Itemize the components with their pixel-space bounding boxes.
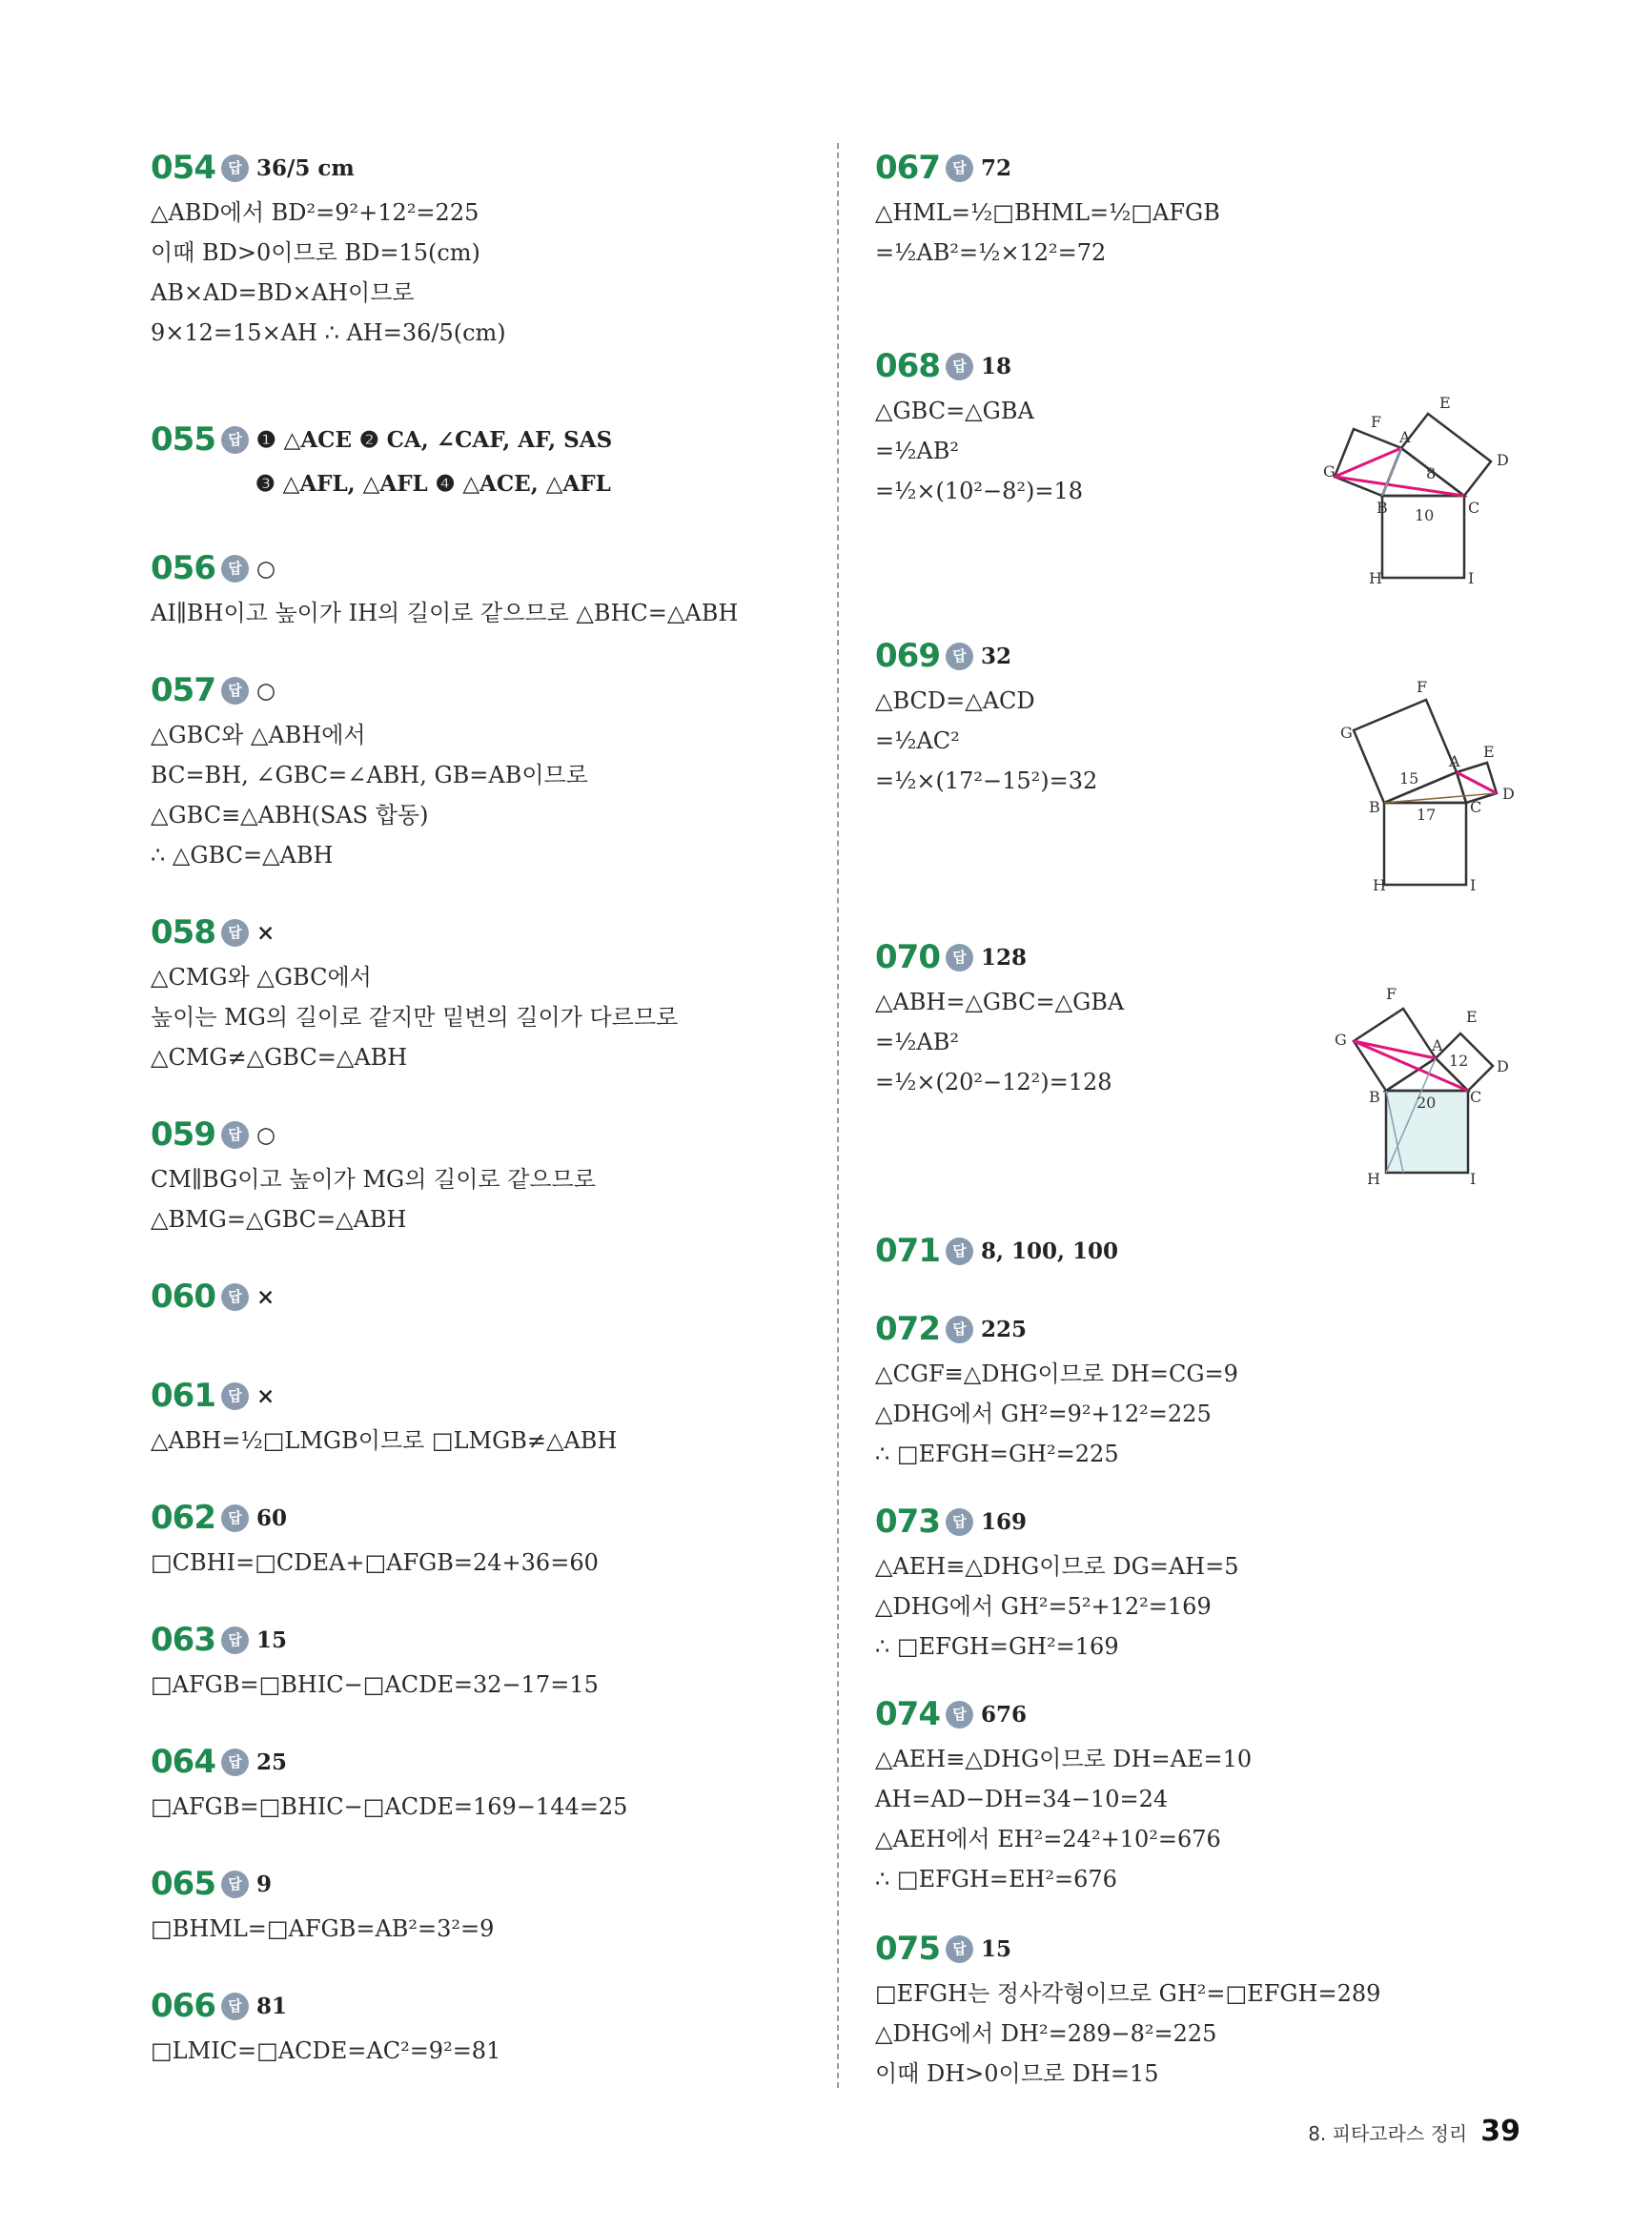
solution-line: □AFGB=□BHIC−□ACDE=32−17=15 [151, 1671, 599, 1698]
problem-059 [151, 1110, 596, 1239]
answer: 8, 100, 100 [981, 1238, 1119, 1264]
solution-line: □EFGH는 정사각형이므로 GH²=□EFGH=289 [875, 1980, 1381, 2007]
solution-line: 높이는 MG의 길이로 같지만 밑변의 길이가 다르므로 [151, 1004, 679, 1031]
vertex-label: C [1470, 1088, 1482, 1106]
solution-line: △AEH에서 EH²=24²+10²=676 [875, 1826, 1221, 1852]
answer: 32 [981, 643, 1012, 669]
problem-number: 073 [875, 1503, 940, 1541]
problem-number: 055 [151, 420, 215, 459]
pythagoras-figure-069 [1327, 679, 1518, 898]
vertex-label: A [1399, 428, 1411, 446]
pythagoras-figure-068 [1323, 391, 1523, 601]
problem-055 [151, 415, 612, 504]
vertex-label: D [1497, 1057, 1509, 1075]
answer-badge: 답 [946, 643, 973, 670]
problem-074 [875, 1689, 1252, 1899]
vertex-label: G [1340, 724, 1353, 742]
vertex-label: C [1470, 798, 1482, 816]
answer: 15 [256, 1626, 288, 1653]
answer: 18 [981, 353, 1012, 379]
solution-line: =½AC² [875, 727, 960, 754]
column-divider [837, 143, 839, 2088]
vertex-label: I [1468, 569, 1475, 587]
answer-badge: 답 [221, 677, 249, 705]
vertex-label: I [1470, 876, 1477, 894]
solution-line: △GBC와 △ABH에서 [151, 722, 366, 748]
solution-line: =½AB²=½×12²=72 [875, 239, 1107, 266]
vertex-label: G [1335, 1031, 1347, 1049]
answer: 25 [256, 1749, 288, 1775]
solution-line: □BHML=□AFGB=AB²=3²=9 [151, 1915, 495, 1942]
solution-line: =½×(17²−15²)=32 [875, 767, 1098, 794]
vertex-label: D [1502, 785, 1515, 803]
vertex-label: F [1371, 413, 1382, 431]
problem-number: 067 [875, 149, 940, 187]
problem-067 [875, 143, 1220, 273]
vertex-label: E [1439, 394, 1451, 412]
answer: 60 [256, 1504, 288, 1531]
problem-number: 065 [151, 1865, 215, 1903]
answer-badge: 답 [221, 1993, 249, 2020]
vertex-label: D [1497, 451, 1509, 469]
answer-badge: 답 [221, 1121, 249, 1149]
vertex-label: I [1470, 1170, 1477, 1188]
side-label: 15 [1399, 769, 1419, 788]
answer-badge: 답 [946, 1935, 973, 1963]
answer-badge: 답 [221, 1382, 249, 1410]
chapter-title: 8. 피타고라스 정리 [1308, 2122, 1468, 2145]
answer: × [256, 919, 275, 946]
problem-number: 069 [875, 637, 940, 675]
solution-line: □CBHI=□CDEA+□AFGB=24+36=60 [151, 1549, 599, 1576]
solution-line: 9×12=15×AH ∴ AH=36/5(cm) [151, 319, 506, 346]
side-label: 20 [1417, 1094, 1437, 1112]
answer: × [256, 1283, 275, 1310]
solution-line: △DHG에서 GH²=5²+12²=169 [875, 1593, 1212, 1620]
problem-number: 058 [151, 913, 215, 951]
answer-badge: 답 [946, 944, 973, 972]
solution-line: =½AB² [875, 438, 959, 464]
answer-badge: 답 [946, 1238, 973, 1265]
problem-057 [151, 665, 588, 875]
vertex-label: E [1466, 1008, 1478, 1026]
page-footer [1308, 2115, 1520, 2148]
answer-badge: 답 [221, 426, 249, 454]
problem-number: 062 [151, 1499, 215, 1537]
solution-line: △DHG에서 GH²=9²+12²=225 [875, 1401, 1212, 1427]
answer: ○ [256, 1121, 276, 1148]
solution-line: AH=AD−DH=34−10=24 [875, 1786, 1169, 1812]
problem-071 [875, 1226, 1118, 1276]
answer-badge: 답 [221, 1504, 249, 1532]
answer: ○ [256, 555, 276, 582]
solution-line: △CMG≠△GBC=△ABH [151, 1044, 408, 1071]
problem-075 [875, 1924, 1380, 2094]
problem-number: 071 [875, 1232, 940, 1270]
vertex-label: A [1432, 1036, 1443, 1054]
answer-badge: 답 [946, 1316, 973, 1343]
answer: 15 [981, 1935, 1012, 1962]
answer: × [256, 1382, 275, 1409]
vertex-label: F [1417, 679, 1428, 696]
vertex-label: E [1483, 743, 1495, 761]
solution-line: ∴ □EFGH=GH²=225 [875, 1441, 1119, 1467]
problem-058 [151, 908, 678, 1077]
answer-badge: 답 [221, 1749, 249, 1776]
answer-badge: 답 [221, 1283, 249, 1311]
vertex-label: B [1369, 798, 1380, 816]
solution-line: CM∥BG이고 높이가 MG의 길이로 같으므로 [151, 1166, 596, 1193]
problem-number: 070 [875, 938, 940, 976]
pythagoras-figure-070 [1327, 978, 1518, 1188]
vertex-label: B [1369, 1088, 1380, 1106]
problem-number: 056 [151, 549, 215, 587]
vertex-label: H [1369, 569, 1382, 587]
problem-060 [151, 1272, 275, 1321]
answer: 72 [981, 154, 1012, 181]
answer: 36/5 cm [256, 154, 355, 181]
problem-061 [151, 1371, 617, 1461]
problem-063 [151, 1615, 599, 1705]
solution-line: ∴ □EFGH=GH²=169 [875, 1633, 1119, 1660]
answer-badge: 답 [221, 919, 249, 947]
side-label: 8 [1426, 464, 1437, 482]
solution-line: △GBC≡△ABH(SAS 합동) [151, 802, 429, 829]
answer: 225 [981, 1316, 1028, 1342]
solution-line: △AEH≡△DHG이므로 DG=AH=5 [875, 1553, 1239, 1580]
problem-054 [151, 143, 506, 353]
solution-line: =½×(20²−12²)=128 [875, 1069, 1112, 1095]
problem-064 [151, 1737, 627, 1827]
vertex-label: C [1468, 499, 1480, 517]
problem-number: 066 [151, 1987, 215, 2025]
solution-line: =½×(10²−8²)=18 [875, 478, 1084, 504]
problem-number: 061 [151, 1377, 215, 1415]
problem-073 [875, 1497, 1239, 1667]
solution-line: AI∥BH이고 높이가 IH의 길이로 같으므로 △BHC=△ABH [151, 600, 739, 626]
solution-line: △AEH≡△DHG이므로 DH=AE=10 [875, 1746, 1253, 1772]
vertex-label: B [1377, 499, 1388, 517]
solution-line: △BCD=△ACD [875, 687, 1035, 714]
vertex-label: A [1449, 752, 1460, 770]
answer: ❶ △ACE ❷ CA, ∠CAF, AF, SAS [256, 426, 613, 453]
answer: 676 [981, 1701, 1028, 1728]
solution-line: 이때 DH>0이므로 DH=15 [875, 2060, 1159, 2087]
problem-number: 064 [151, 1743, 215, 1781]
answer-badge: 답 [946, 1701, 973, 1729]
solution-line: ∴ □EFGH=EH²=676 [875, 1866, 1117, 1892]
answer-badge: 답 [946, 154, 973, 182]
answer: 169 [981, 1508, 1028, 1535]
answer-badge: 답 [221, 1871, 249, 1898]
vertex-label: G [1323, 462, 1336, 481]
problem-072 [875, 1304, 1238, 1474]
answer-badge: 답 [946, 1508, 973, 1536]
problem-062 [151, 1493, 599, 1583]
solution-line: △BMG=△GBC=△ABH [151, 1206, 407, 1233]
side-label: 12 [1449, 1052, 1469, 1070]
problem-number: 068 [875, 347, 940, 385]
solution-line: △ABH=△GBC=△GBA [875, 989, 1125, 1015]
solution-line: =½AB² [875, 1029, 959, 1055]
problem-069 [875, 631, 1097, 801]
problem-056 [151, 543, 738, 633]
problem-number: 063 [151, 1621, 215, 1659]
answer-badge: 답 [221, 154, 249, 182]
answer-continued: ❸ △AFL, △AFL ❹ △ACE, △AFL [255, 471, 611, 497]
vertex-label: H [1373, 876, 1386, 894]
problem-number: 075 [875, 1930, 940, 1968]
answer: 81 [256, 1993, 288, 2019]
answer-badge: 답 [221, 1626, 249, 1654]
vertex-label: H [1367, 1170, 1380, 1188]
answer: ○ [256, 677, 276, 704]
problem-068 [875, 341, 1083, 511]
answer-badge: 답 [946, 353, 973, 380]
solution-line: BC=BH, ∠GBC=∠ABH, GB=AB이므로 [151, 762, 588, 788]
page-number: 39 [1480, 2115, 1520, 2148]
solution-line: AB×AD=BD×AH이므로 [151, 279, 415, 306]
problem-number: 060 [151, 1278, 215, 1316]
answer: 9 [256, 1871, 273, 1897]
problem-number: 057 [151, 671, 215, 709]
solution-line: ∴ △GBC=△ABH [151, 842, 334, 869]
solution-line: 이때 BD>0이므로 BD=15(cm) [151, 239, 480, 266]
problem-066 [151, 1981, 500, 2071]
problem-number: 059 [151, 1115, 215, 1154]
problem-number: 074 [875, 1695, 940, 1733]
problem-070 [875, 932, 1124, 1102]
answer: 128 [981, 944, 1028, 971]
answer-badge: 답 [221, 555, 249, 583]
side-label: 10 [1415, 506, 1435, 524]
side-label: 17 [1417, 806, 1437, 824]
problem-number: 054 [151, 149, 215, 187]
solution-line: △CMG와 △GBC에서 [151, 964, 372, 991]
vertex-label: F [1386, 985, 1397, 1003]
problem-number: 072 [875, 1310, 940, 1348]
solution-line: △GBC=△GBA [875, 398, 1034, 424]
solution-line: □LMIC=□ACDE=AC²=9²=81 [151, 2037, 501, 2064]
solution-line: △DHG에서 DH²=289−8²=225 [875, 2020, 1217, 2047]
problem-065 [151, 1859, 494, 1949]
solution-line: □AFGB=□BHIC−□ACDE=169−144=25 [151, 1793, 628, 1820]
solution-line: △HML=½□BHML=½□AFGB [875, 199, 1220, 226]
solution-line: △CGF≡△DHG이므로 DH=CG=9 [875, 1361, 1238, 1387]
solution-line: △ABD에서 BD²=9²+12²=225 [151, 199, 479, 226]
solution-line: △ABH=½□LMGB이므로 □LMGB≠△ABH [151, 1427, 618, 1454]
